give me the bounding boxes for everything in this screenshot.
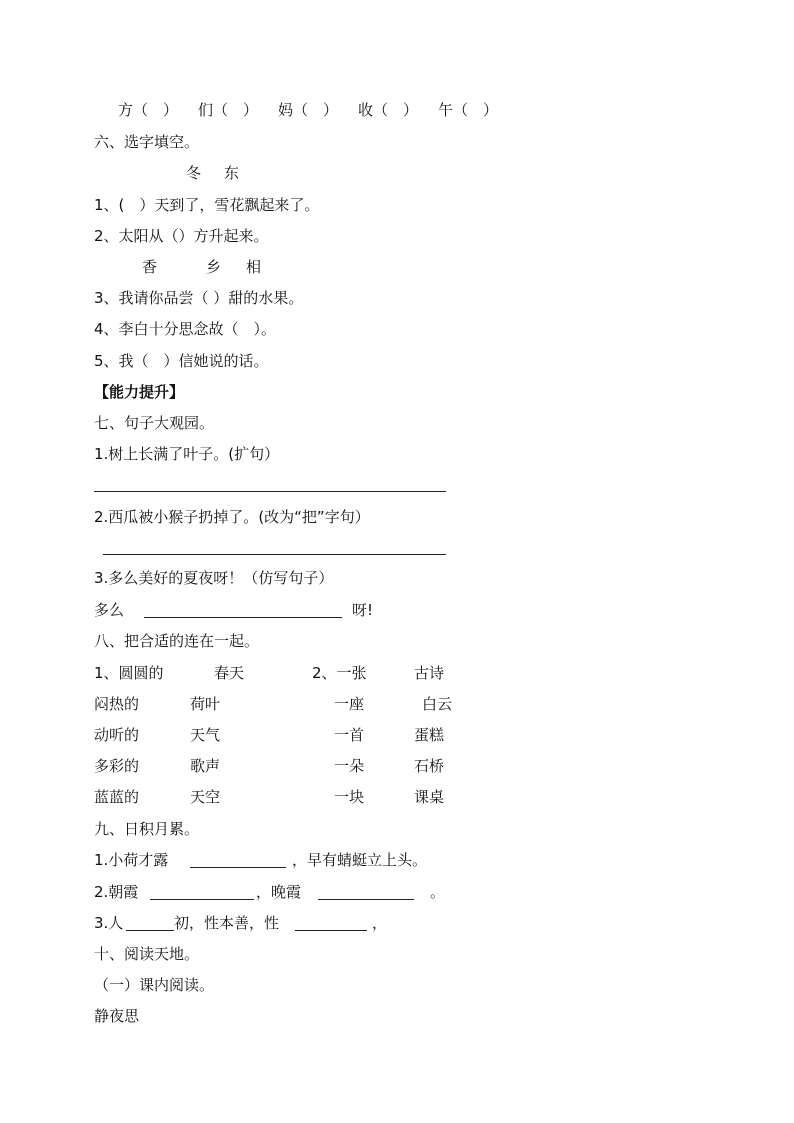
match-right-b: 白云 — [422, 695, 453, 713]
poem-line-3b: 初，性本善，性 — [174, 914, 280, 932]
match-left-b: 天空 — [190, 788, 221, 806]
match-left-a: 1、圆圆的 — [94, 664, 164, 682]
match-right-b: 课桌 — [414, 788, 445, 806]
match-left-b: 荷叶 — [190, 695, 221, 713]
section-6-title: 六、选字填空。 — [94, 133, 200, 151]
match-right-a: 一朵 — [334, 757, 365, 775]
answer-line-9-2[interactable] — [150, 899, 254, 900]
sentence-7-3: 3.多么美好的夏夜呀！（仿写句子） — [94, 569, 334, 587]
choice-xiang3: 相 — [246, 258, 262, 276]
match-left-b: 歌声 — [190, 757, 221, 775]
poem-title: 静夜思 — [94, 1007, 140, 1025]
match-right-b: 古诗 — [414, 664, 445, 682]
answer-line-7-1[interactable] — [94, 491, 446, 492]
match-right-a: 一块 — [334, 788, 365, 806]
answer-line-9-1[interactable] — [190, 867, 286, 868]
choice-xiang1: 香 — [142, 258, 158, 276]
sentence-7-2: 2.西瓜被小猴子扔掉了。(改为“把”字句） — [94, 508, 370, 526]
poem-line-3c: ， — [372, 914, 388, 932]
question-6-4: 4、李白十分思念故（ ）。 — [94, 320, 277, 338]
blank-wu: 午（ ） — [438, 101, 499, 119]
section-10-title: 十、阅读天地。 — [94, 945, 200, 963]
sentence-7-1: 1.树上长满了叶子。(扩句） — [94, 445, 280, 463]
answer-line-9-5[interactable] — [295, 930, 367, 931]
imitate-suffix: 呀! — [352, 601, 374, 619]
poem-line-3a: 3.人 — [94, 914, 124, 932]
poem-line-2b: ，晚霞 — [256, 883, 302, 901]
match-left-a: 闷热的 — [94, 695, 140, 713]
match-left-a: 蓝蓝的 — [94, 788, 140, 806]
poem-line-2c: 。 — [430, 883, 446, 901]
match-right-b: 蛋糕 — [414, 726, 445, 744]
question-6-2: 2、太阳从（）方升起来。 — [94, 227, 269, 245]
question-6-5: 5、我（ ）信她说的话。 — [94, 352, 269, 370]
answer-line-7-3[interactable] — [144, 617, 342, 618]
section-8-title: 八、把合适的连在一起。 — [94, 632, 260, 650]
answer-line-9-3[interactable] — [318, 899, 414, 900]
blank-men: 们（ ） — [198, 101, 259, 119]
poem-line-1b: ，早有蜻蜓立上头。 — [292, 851, 428, 869]
poem-line-1a: 1.小荷才露 — [94, 851, 169, 869]
choice-dong2: 东 — [224, 164, 240, 182]
match-left-b: 春天 — [214, 664, 245, 682]
answer-line-7-2[interactable] — [103, 554, 446, 555]
match-right-a: 一首 — [334, 726, 365, 744]
blank-fang: 方（ ） — [118, 101, 179, 119]
match-right-b: 石桥 — [414, 757, 445, 775]
section-7-title: 七、句子大观园。 — [94, 414, 215, 432]
blank-ma: 妈（ ） — [278, 101, 339, 119]
poem-line-2a: 2.朝霞 — [94, 883, 139, 901]
match-right-a: 一座 — [334, 695, 365, 713]
answer-line-9-4[interactable] — [126, 930, 174, 931]
match-left-a: 动听的 — [94, 726, 140, 744]
reading-subtitle: （一）课内阅读。 — [94, 976, 215, 994]
ability-heading: 【能力提升】 — [94, 383, 185, 401]
choice-xiang2: 乡 — [206, 258, 222, 276]
match-left-b: 天气 — [190, 726, 221, 744]
match-right-a: 2、一张 — [312, 664, 367, 682]
imitate-prefix: 多么 — [94, 601, 125, 619]
section-9-title: 九、日积月累。 — [94, 820, 200, 838]
question-6-3: 3、我请你品尝（ ）甜的水果。 — [94, 289, 304, 307]
match-left-a: 多彩的 — [94, 757, 140, 775]
choice-dong1: 冬 — [186, 164, 202, 182]
blank-shou: 收（ ） — [358, 101, 419, 119]
question-6-1: 1、( ）天到了，雪花飘起来了。 — [94, 196, 320, 214]
